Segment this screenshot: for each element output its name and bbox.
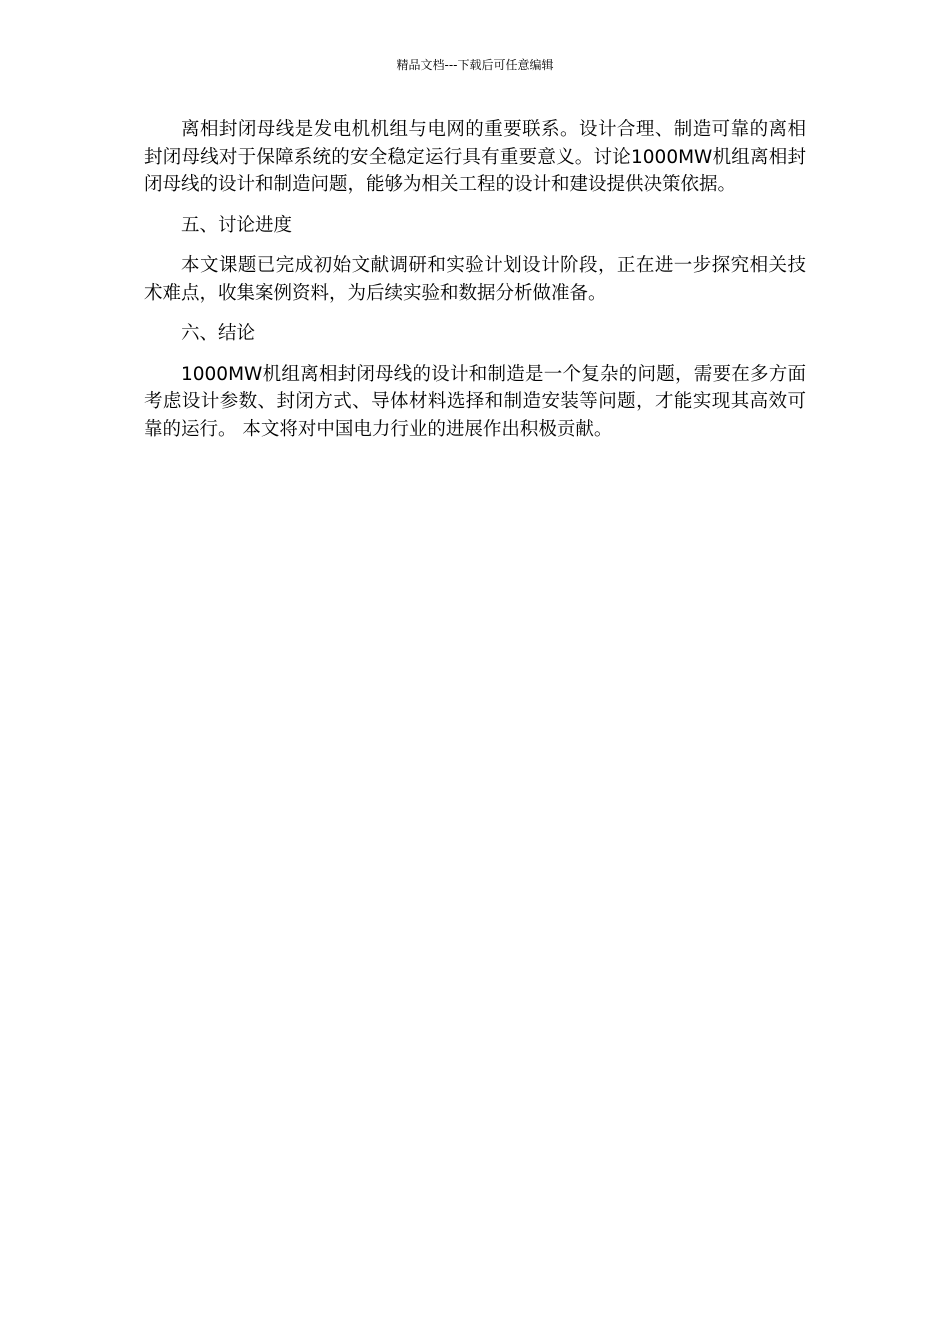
document-body (144, 116, 806, 456)
paragraph-progress: 本文课题已完成初始文献调研和实验计划设计阶段，正在进一步探究相关技术难点，收集案例资料，为后续实验和数据分析做准备。 (144, 255, 806, 304)
section-heading-conclusion: 六、结论 (181, 323, 256, 344)
page-header: 精品文档---下载后可任意编辑 (396, 58, 554, 72)
paragraph-significance: 离相封闭母线是发电机机组与电网的重要联系。设计合理、制造可靠的离相封闭母线对于保障系统的安全稳定运行具有重要意义。讨论1000MW机组离相封闭母线的设计和制造问题，能够为相关工程的设计和建设提供决策依据。 (144, 119, 806, 195)
paragraph-conclusion: 1000MW机组离相封闭母线的设计和制造是一个复杂的问题，需要在多方面考虑设计参数、封闭方式、导体材料选择和制造安装等问题，才能实现其高效可靠的运行。 本文将对中国电力行业的进展作出积极贡献。 (144, 363, 806, 440)
section-heading-progress: 五、讨论进度 (181, 214, 293, 236)
